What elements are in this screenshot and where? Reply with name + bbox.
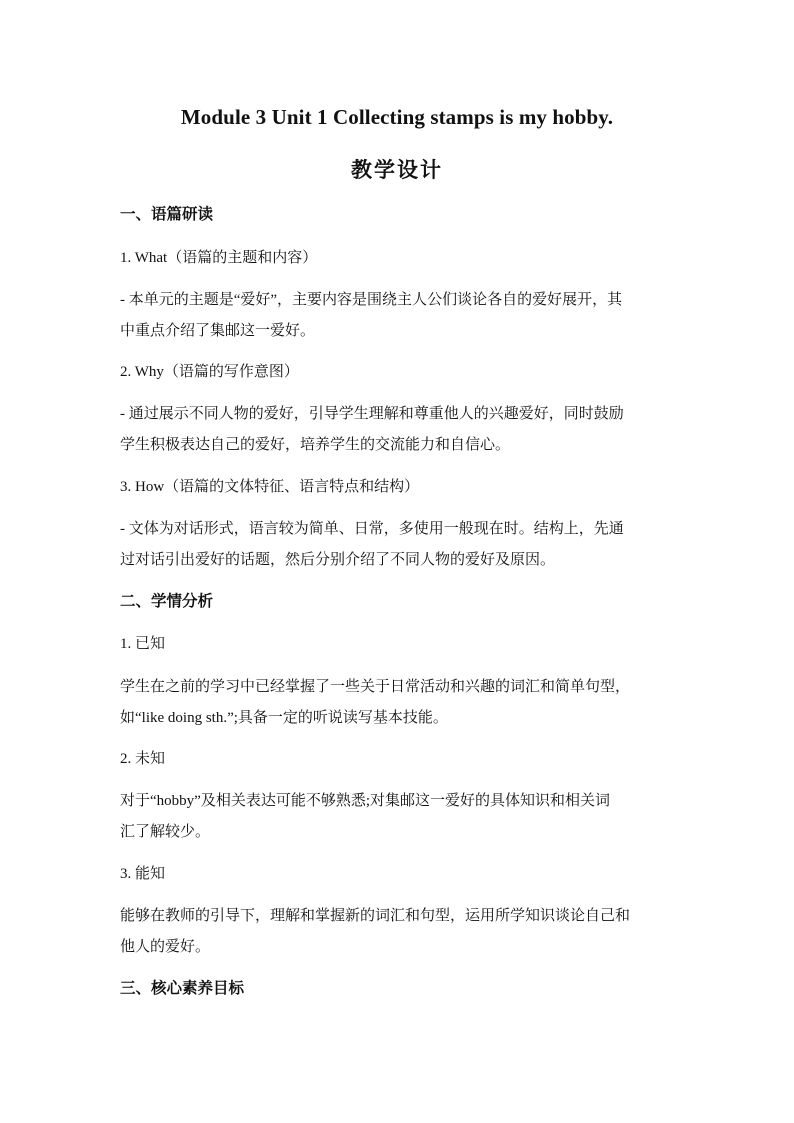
paragraph-line: 如“like doing sth.”;具备一定的听说读写基本技能。	[120, 710, 448, 726]
paragraph-line: - 通过展示不同人物的爱好，引导学生理解和尊重他人的兴趣爱好，同时鼓励	[120, 406, 624, 422]
paragraph-line: 中重点介绍了集邮这一爱好。	[120, 323, 316, 339]
subheading-why: 2. Why（语篇的写作意图）	[120, 364, 299, 380]
paragraph-line: 他人的爱好。	[120, 939, 211, 955]
subheading-unknown: 2. 未知	[120, 751, 166, 767]
document-title: Module 3 Unit 1 Collecting stamps is my hobby.	[180, 105, 614, 129]
paragraph-line: 学生在之前的学习中已经掌握了一些关于日常活动和兴趣的词汇和简单句型，	[120, 679, 631, 695]
subheading-how: 3. How（语篇的文体特征、语言特点和结构）	[120, 479, 420, 495]
paragraph-line: - 文体为对话形式，语言较为简单、日常，多使用一般现在时。结构上，先通	[120, 521, 624, 537]
subheading-known: 1. 已知	[120, 636, 166, 652]
paragraph-line: 学生积极表达自己的爱好，培养学生的交流能力和自信心。	[120, 437, 511, 453]
paragraph-line: - 本单元的主题是“爱好”，主要内容是围绕主人公们谈论各自的爱好展开，其	[120, 292, 623, 308]
paragraph-line: 对于“hobby”及相关表达可能不够熟悉;对集邮这一爱好的具体知识和相关词	[120, 793, 610, 809]
section-heading-text-analysis: 一、语篇研读	[120, 206, 214, 223]
paragraph-line: 过对话引出爱好的话题，然后分别介绍了不同人物的爱好及原因。	[120, 552, 556, 568]
subheading-can-know: 3. 能知	[120, 866, 166, 882]
section-heading-core-literacy: 三、核心素养目标	[120, 980, 245, 997]
paragraph-line: 能够在教师的引导下，理解和掌握新的词汇和句型，运用所学知识谈论自己和	[120, 908, 631, 924]
document-subtitle: 教学设计	[351, 158, 443, 182]
paragraph-line: 汇了解较少。	[120, 824, 211, 840]
subheading-what: 1. What（语篇的主题和内容）	[120, 250, 318, 266]
section-heading-learner-analysis: 二、学情分析	[120, 593, 214, 610]
